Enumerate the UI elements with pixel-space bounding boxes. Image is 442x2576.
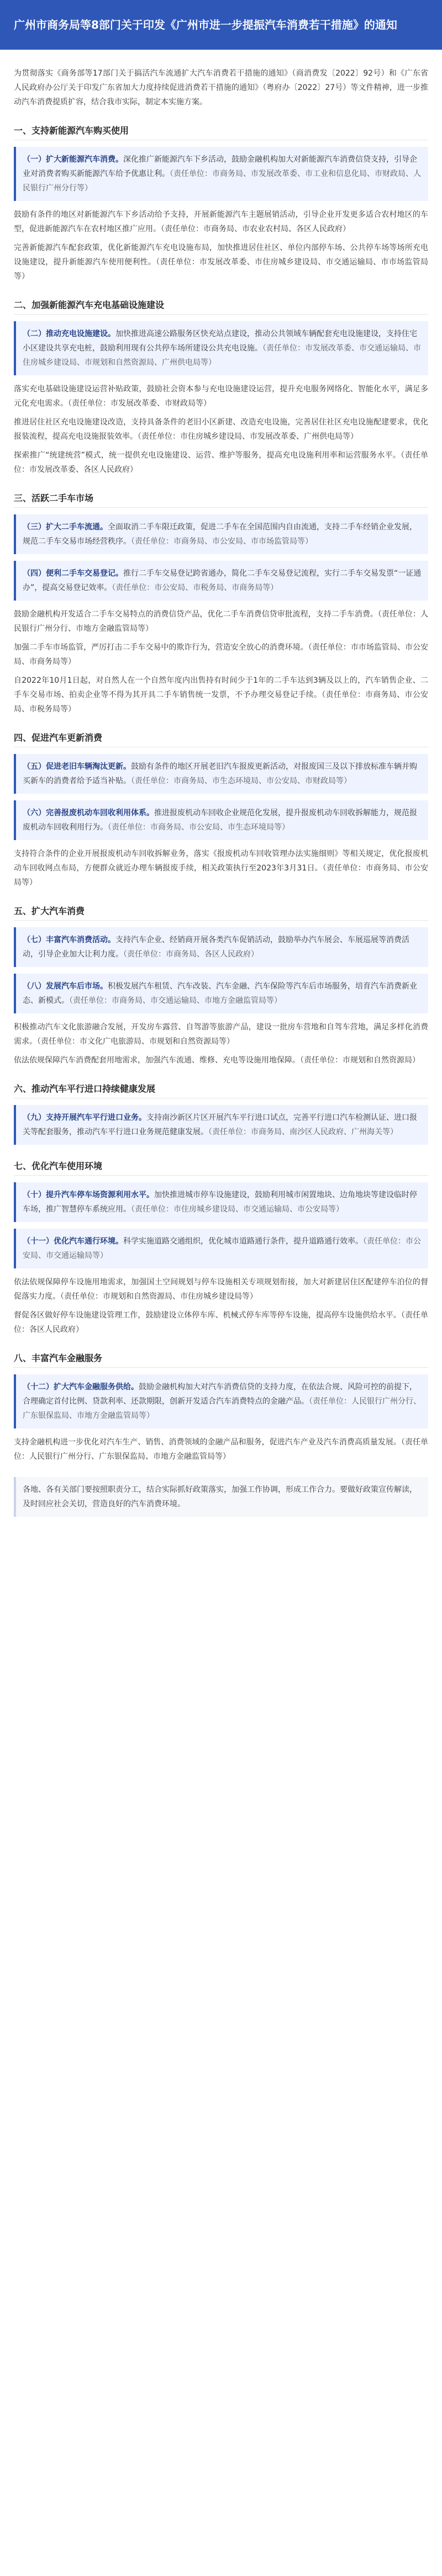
section-title: 一、支持新能源汽车购买使用 (14, 124, 428, 140)
body-paragraph: 完善新能源汽车配套政策，优化新能源汽车充电设施布局，加快推进居住社区、单位内部停车场、公共停车场等场所充电设施建设，提升新能源汽车使用便利性。（责任单位：市发展改革委、市住房城乡建设局、市交通运输局、市市场监管局等） (14, 243, 428, 281)
body-paragraph: 自2022年10月1日起，对自然人在一个自然年度内出售持有时间少于1年的二手车达到3辆及以上的，汽车销售企业、二手车交易市场、拍卖企业等不得为其开具二手车销售统一发票，不予办理交易登记手续。（责任单位：市商务局、市公安局、市税务局等） (14, 676, 428, 714)
highlight-box (14, 1182, 428, 1222)
subsection-text: 加快推进高速公路服务区快充站点建设，推动公共领域车辆配套充电设施建设，支持住宅小区建设共享充电桩，鼓励利用现有公共停车场所建设公共充电设施。 (23, 330, 417, 353)
body-paragraph: 依法依规保障汽车消费配套用地需求，加强汽车流通、维修、充电等设施用地保障。（责任单位：市规划和自然资源局） (14, 1056, 420, 1065)
subsection-title: （八）发展汽车后市场。 (23, 982, 108, 991)
section-title: 四、促进汽车更新消费 (14, 731, 428, 747)
article-body (0, 50, 442, 1517)
highlight-box (14, 561, 428, 601)
subsection-responsibility: （责任单位：市商务局、市发展改革委、市工业和信息化局、市财政局、人民银行广州分行等） (23, 169, 421, 193)
subsection-text: 支持汽车企业、经销商开展各类汽车促销活动，鼓励举办汽车展会、车展巡展等消费活动，引导企业加大让利力度。 (23, 936, 409, 959)
subsection-responsibility: （责任单位：市公安局、市税务局、市商务局等） (112, 583, 278, 592)
subsection-responsibility: （责任单位：市商务局、南沙区人民政府、广州海关等） (208, 1128, 398, 1136)
section-title: 二、加强新能源汽车充电基础设施建设 (14, 298, 428, 315)
subsection-responsibility: （责任单位：市商务局、市生态环境局、市公安局、市财政局等） (131, 777, 351, 785)
body-paragraph: 依法依规保障停车设施用地需求，加强国土空间规划与停车设施相关专项规划衔接，加大对新建居住区配建停车泊位的督促落实力度。（责任单位：市规划和自然资源局、市住房城乡建设局等） (14, 1278, 428, 1301)
body-paragraph: 支持符合条件的企业开展报废机动车回收拆解业务，落实《报废机动车回收管理办法实施细则》等相关规定，优化报废机动车回收网点布局，方便群众就近办理车辆报废手续，相关政策执行至2023年3月31日。（责任单位：市商务局、市公安局等） (14, 849, 428, 887)
subsection-responsibility: （责任单位：市商务局、市公安局、市市场监管局等） (131, 537, 313, 546)
body-paragraph: 推进居住社区充电设施建设改造，支持具备条件的老旧小区新建、改造充电设施，完善居住社区充电设施配建要求，优化报装流程，提高充电设施报装效率。（责任单位：市住房城乡建设局、市发展改革委、广州供电局等） (14, 418, 428, 441)
subsection-text: 推进报废机动车回收企业规范化发展，提升报废机动车回收拆解能力，规范报废机动车回收利用行为。 (23, 809, 417, 832)
highlight-box (14, 927, 428, 967)
body-paragraph: 积极推动汽车文化旅游融合发展，开发房车露营、自驾游等旅游产品，建设一批房车营地和自驾车营地，满足多样化消费需求。（责任单位：市文化广电旅游局、市规划和自然资源局等） (14, 1023, 428, 1046)
page-title: 广州市商务局等8部门关于印发《广州市进一步提振汽车消费若干措施》的通知 (14, 18, 397, 31)
body-paragraph: 落实充电基础设施建设运营补贴政策，鼓励社会资本参与充电设施建设运营，提升充电服务网络化、智能化水平，满足多元化充电需求。（责任单位：市发展改革委、市财政局等） (14, 385, 428, 408)
subsection-responsibility: （责任单位：市商务局、市交通运输局、市地方金融监管局等） (69, 996, 282, 1005)
section-title: 八、丰富汽车金融服务 (14, 1351, 428, 1368)
subsection-responsibility: （责任单位：市商务局、各区人民政府） (123, 950, 259, 959)
subsection-text: 推行二手车交易登记跨省通办，简化二手车交易登记流程，实行二手车交易发票“一证通办”，提高交易登记效率。 (23, 569, 422, 592)
intro-paragraph: 为贯彻落实《商务部等17部门关于搞活汽车流通扩大汽车消费若干措施的通知》（商消费发〔2022〕92号）和《广东省人民政府办公厅关于印发广东省加大力度持续促进消费若干措施的通知》（粤府办〔2022〕27号）等文件精神，进一步推动汽车消费提质扩容，结合我市实际，制定本实施方案。 (14, 69, 428, 107)
subsection-text: 科学实施道路交通组织，优化城市道路通行条件，提升道路通行效率。 (123, 1237, 363, 1246)
subsection-responsibility: （责任单位：市商务局、市公安局、市生态环境局等） (108, 823, 290, 832)
highlight-box (14, 1105, 428, 1145)
subsection-responsibility: （责任单位：人民银行广州分行、广东银保监局、市地方金融监管局等） (23, 1397, 421, 1420)
sections-container (14, 124, 428, 1464)
subsection-title: （九）支持开展汽车平行进口业务。 (23, 1113, 146, 1122)
subsection-title: （三）扩大二手车流通。 (23, 523, 108, 532)
highlight-box (14, 514, 428, 554)
body-paragraph: 加强二手车市场监管，严厉打击二手车交易中的欺诈行为，营造安全放心的消费环境。（责任单位：市市场监管局、市公安局、市商务局等） (14, 643, 428, 666)
subsection-title: （一）扩大新能源汽车消费。 (23, 155, 123, 164)
subsection-title: （七）丰富汽车消费活动。 (23, 936, 115, 944)
subsection-title: （十一）优化汽车通行环境。 (23, 1237, 123, 1246)
subsection-text: 鼓励金融机构加大对汽车消费信贷的支持力度，在依法合规、风险可控的前提下，合理确定首付比例、贷款利率、还款期限，创新开发适合汽车消费特点的金融产品。 (23, 1383, 417, 1406)
subsection-text: 加快推进城市停车设施建设，鼓励利用城市闲置地块、边角地块等建设临时停车场，推广智慧停车系统应用。 (23, 1191, 417, 1214)
section-title: 六、推动汽车平行进口持续健康发展 (14, 1082, 428, 1098)
closing-paragraph: 各地、各有关部门要按照职责分工，结合实际抓好政策落实，加强工作协调，形成工作合力。要做好政策宣传解读，及时回应社会关切，营造良好的汽车消费环境。 (14, 1477, 428, 1517)
subsection-title: （四）便利二手车交易登记。 (23, 569, 123, 578)
subsection-title: （二）推动充电设施建设。 (23, 330, 115, 338)
body-paragraph: 督促各区做好停车设施建设管理工作，鼓励建设立体停车库、机械式停车库等停车设施，提高停车设施供给水平。（责任单位：各区人民政府） (14, 1311, 428, 1334)
section-title: 三、活跃二手车市场 (14, 491, 428, 508)
highlight-box (14, 1374, 428, 1428)
body-paragraph: 探索推广“统建统营”模式，统一提供充电设施建设、运营、维护等服务，提高充电设施利用率和运营服务水平。（责任单位：市发展改革委、各区人民政府） (14, 451, 428, 474)
highlight-box (14, 321, 428, 375)
highlight-box (14, 147, 428, 201)
subsection-responsibility: （责任单位：市住房城乡建设局、市交通运输局、市公安局等） (131, 1205, 344, 1214)
subsection-text: 深化推广新能源汽车下乡活动，鼓励金融机构加大对新能源汽车消费信贷支持，引导企业对消费者购买新能源汽车给予优惠让利。 (23, 155, 417, 178)
highlight-box (14, 974, 428, 1013)
subsection-text: 鼓励有条件的地区开展老旧汽车报废更新活动，对报废国三及以下排放标准车辆并购买新车的消费者给予适当补贴。 (23, 762, 417, 785)
subsection-text: 支持南沙新区片区开展汽车平行进口试点，完善平行进口汽车检测认证、进口报关等配套服务，推动汽车平行进口业务规范健康发展。 (23, 1113, 417, 1136)
subsection-title: （五）促进老旧车辆淘汰更新。 (23, 762, 131, 771)
section-title: 五、扩大汽车消费 (14, 904, 428, 921)
highlight-box (14, 1229, 428, 1268)
page-title-banner (0, 0, 442, 50)
section-title: 七、优化汽车使用环境 (14, 1159, 428, 1176)
subsection-text: 积极发展汽车租赁、汽车改装、汽车金融、汽车保险等汽车后市场服务，培育汽车消费新业态、新模式。 (23, 982, 417, 1005)
subsection-title: （六）完善报废机动车回收利用体系。 (23, 809, 154, 817)
subsection-title: （十二）扩大汽车金融服务供给。 (23, 1383, 139, 1391)
highlight-box (14, 754, 428, 794)
body-paragraph: 支持金融机构进一步优化对汽车生产、销售、消费领域的金融产品和服务，促进汽车产业及汽车消费高质量发展。（责任单位：人民银行广州分行、广东银保监局、市地方金融监管局等） (14, 1438, 428, 1461)
body-paragraph: 鼓励金融机构开发适合二手车交易特点的消费信贷产品，优化二手车消费信贷审批流程，支持二手车消费。（责任单位：人民银行广州分行、市地方金融监管局等） (14, 610, 428, 633)
subsection-responsibility: （责任单位：市发展改革委、市交通运输局、市住房城乡建设局、市规划和自然资源局、广州供电局等） (23, 344, 421, 367)
subsection-responsibility: （责任单位：市公安局、市交通运输局等） (23, 1237, 421, 1260)
body-paragraph: 鼓励有条件的地区对新能源汽车下乡活动给予支持，开展新能源汽车主题展销活动，引导企业开发更多适合农村地区的车型，促进新能源汽车在农村地区推广应用。（责任单位：市商务局、市农业农村局、各区人民政府） (14, 210, 428, 233)
subsection-text: 全面取消二手车限迁政策，促进二手车在全国范围内自由流通，支持二手车经销企业发展，规范二手车交易市场经营秩序。 (23, 523, 417, 546)
subsection-title: （十）提升汽车停车场资源利用水平。 (23, 1191, 154, 1199)
highlight-box (14, 800, 428, 840)
